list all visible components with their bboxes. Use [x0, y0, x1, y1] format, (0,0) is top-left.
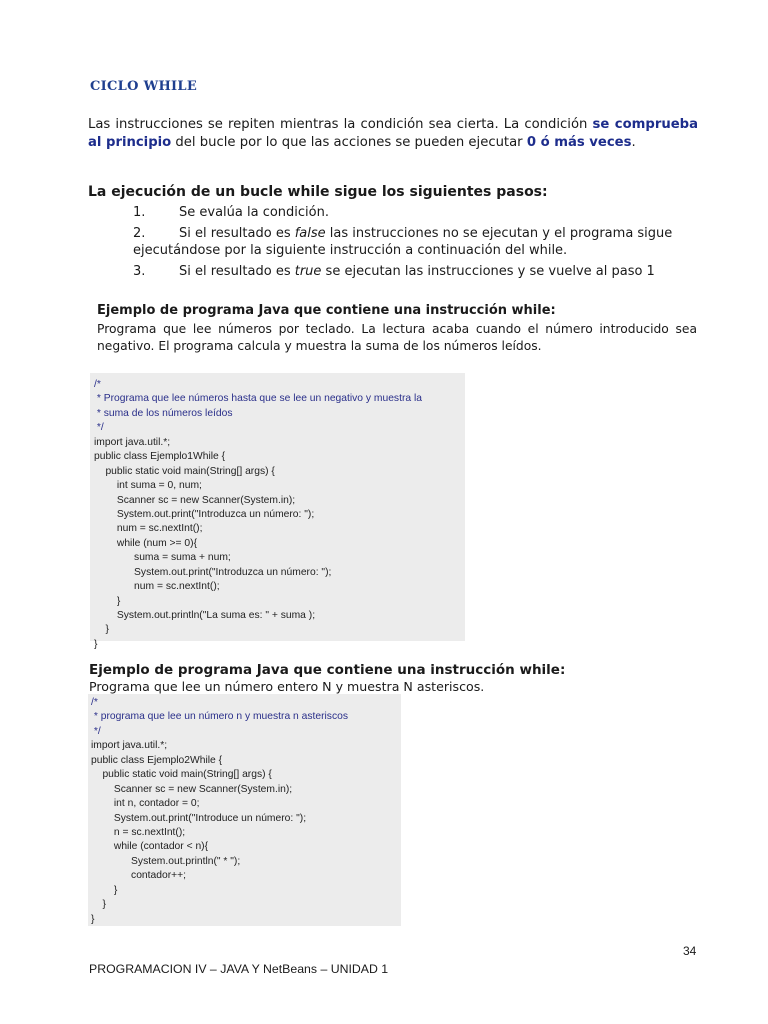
example1-title: Ejemplo de programa Java que contiene una instrucción while: [97, 303, 556, 318]
code-line: public static void main(String[] args) { [91, 769, 272, 781]
code-line: int suma = 0, num; [94, 480, 202, 492]
step-text-pre: Si el resultado es [179, 264, 295, 279]
intro-text-3: . [631, 134, 636, 150]
step-text-post: se ejecutan las instrucciones y se vuelve al paso 1 [321, 264, 655, 279]
code-line: * suma de los números leídos [94, 407, 233, 419]
step-text-emphasis: true [294, 264, 322, 279]
steps-title: La ejecución de un bucle while sigue los siguientes pasos: [88, 184, 548, 200]
step-text-emphasis: false [294, 226, 326, 241]
code-line: int n, contador = 0; [91, 798, 200, 810]
code-line: num = sc.nextInt(); [94, 523, 203, 535]
code-line: suma = suma + num; [94, 552, 231, 564]
intro-paragraph [88, 116, 698, 151]
code-line: Scanner sc = new Scanner(System.in); [91, 783, 293, 795]
code-line: System.out.println(" * "); [91, 855, 241, 867]
step-number: 3. [133, 264, 146, 279]
code-line: System.out.println("La suma es: " + suma ); [94, 610, 316, 621]
code-line: } [91, 899, 106, 911]
code-line: * programa que lee un número n y muestra n asteriscos [91, 711, 348, 723]
code-line: */ [94, 422, 104, 434]
section-heading: CICLO WHILE [90, 79, 198, 94]
code-line: import java.util.*; [94, 436, 171, 448]
example1-description: Programa que lee números por teclado. La lectura acaba cuando el número introducido sea negativo. El programa calcula y muestra la suma de los números leídos. [97, 322, 697, 353]
example2-description: Programa que lee un número entero N y muestra N asteriscos. [89, 679, 485, 694]
code-line: } [91, 884, 118, 896]
code-line: /* [94, 379, 101, 390]
intro-highlight-1: se comprueba al principio [88, 117, 698, 150]
code-line: } [94, 595, 121, 607]
code-line: */ [91, 725, 101, 737]
code-line: System.out.print("Introduzca un número: "); [94, 508, 315, 520]
code-line: while (contador < n){ [91, 841, 209, 853]
step-number: 1. [133, 205, 146, 220]
step-item-3 [133, 262, 698, 281]
code-line: while (num >= 0){ [94, 537, 198, 549]
code-line: Scanner sc = new Scanner(System.in); [94, 494, 296, 506]
example2-title: Ejemplo de programa Java que contiene una instrucción while: [89, 662, 566, 678]
step-item-2-continuation: ejecutándose por la siguiente instrucción a continuación del while. [133, 243, 568, 258]
code-line: /* [91, 697, 98, 708]
step-number: 2. [133, 226, 146, 241]
code-line: public class Ejemplo1While { [94, 451, 226, 463]
code-line: } [91, 913, 95, 925]
code-line: import java.util.*; [91, 740, 168, 752]
code-line: n = sc.nextInt(); [91, 826, 186, 838]
code-line: * Programa que lee números hasta que se lee un negativo y muestra la [94, 393, 422, 405]
code-line: contador++; [91, 870, 187, 882]
page-footer: PROGRAMACION IV – JAVA Y NetBeans – UNIDAD 1 [89, 962, 389, 976]
intro-highlight-2: 0 ó más veces [526, 134, 632, 150]
code-line: } [94, 624, 109, 636]
step-text-pre: Si el resultado es [179, 226, 295, 241]
page-number: 34 [683, 944, 697, 958]
example2-code-block [88, 694, 401, 926]
code-line: num = sc.nextInt(); [94, 581, 220, 593]
code-line: public class Ejemplo2While { [91, 754, 223, 766]
code-line: System.out.print("Introduce un número: "); [91, 812, 307, 824]
intro-text-2: del bucle por lo que las acciones se pueden ejecutar [171, 134, 527, 150]
code-line: System.out.print("Introduzca un número: "); [94, 566, 332, 578]
intro-text-1: Las instrucciones se repiten mientras la condición sea cierta. La condición [88, 117, 593, 132]
code-line: } [94, 638, 98, 650]
code-line: public static void main(String[] args) { [94, 465, 275, 477]
step-text-post: las instrucciones no se ejecutan y el programa sigue [325, 226, 673, 241]
step-item-1 [133, 203, 698, 222]
example1-code-block [90, 373, 465, 650]
step-text: Se evalúa la condición. [179, 205, 329, 220]
